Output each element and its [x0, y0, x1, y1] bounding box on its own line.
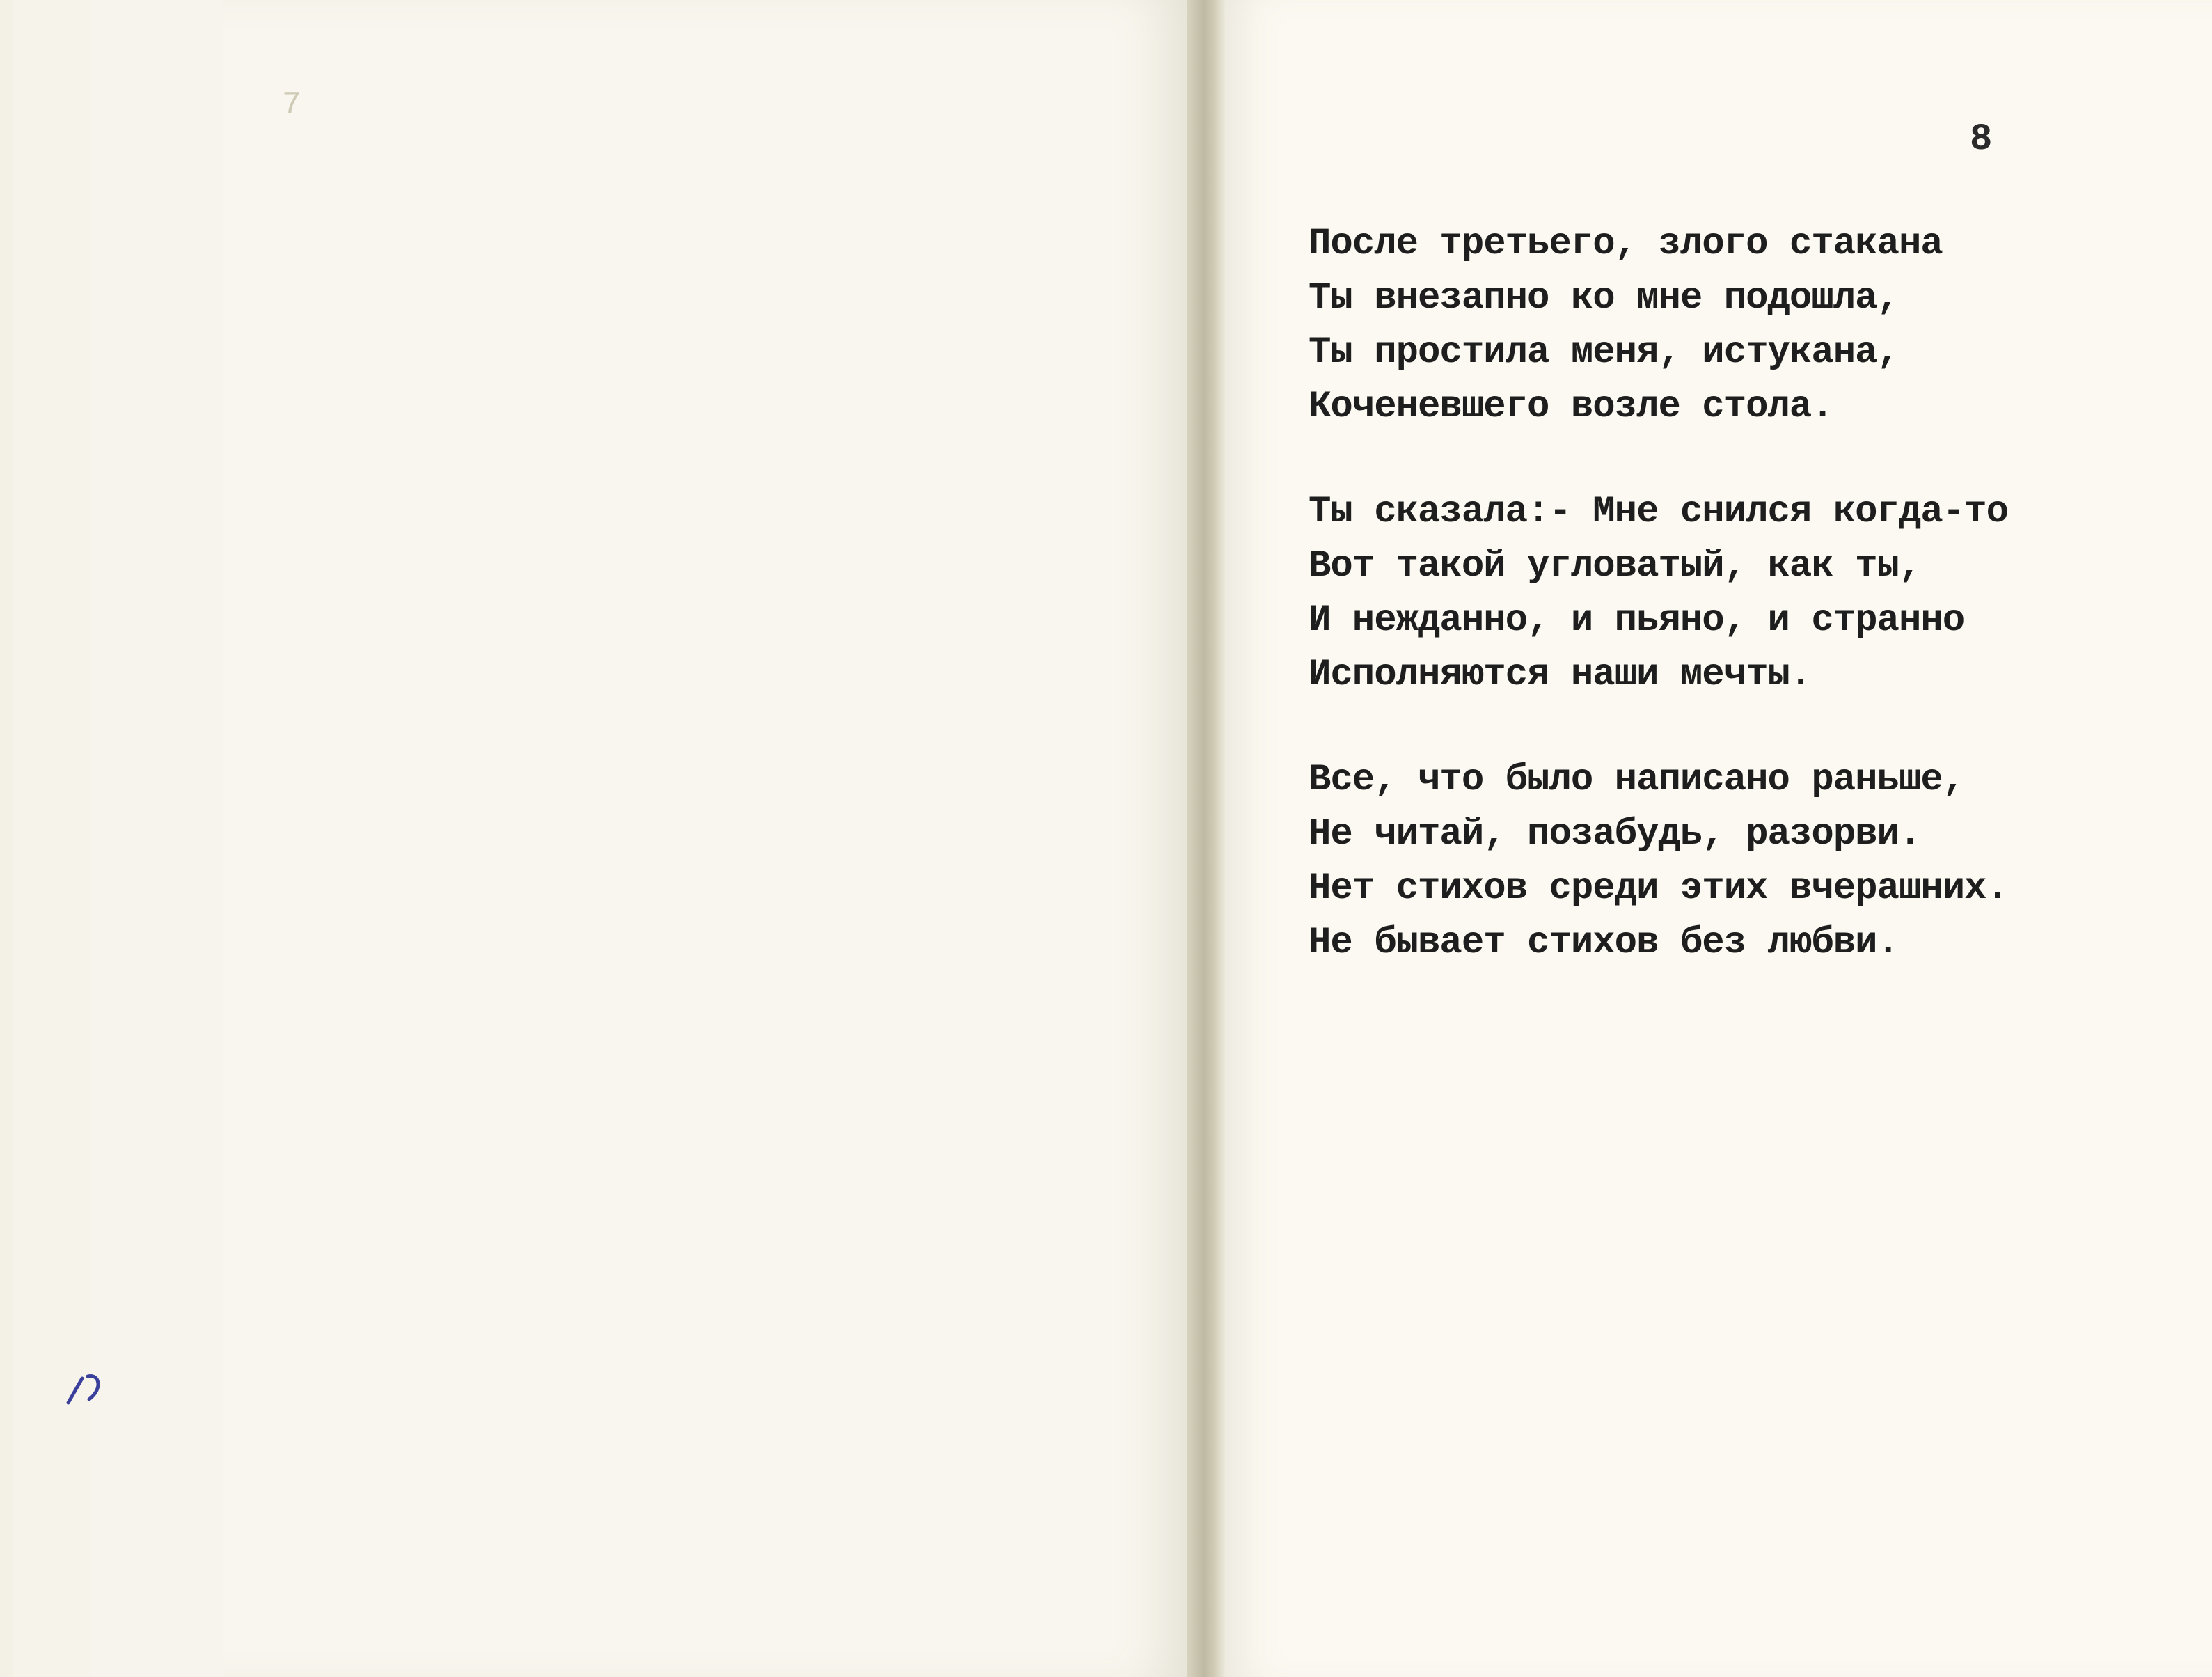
page-number-left: 7	[282, 87, 301, 123]
poem-line: Не бывает стихов без любви.	[1309, 922, 1899, 964]
poem-line: Вот такой угловатый, как ты,	[1309, 545, 1921, 588]
right-page	[1225, 0, 2212, 1677]
poem-line: Ты простила меня, истукана,	[1309, 331, 1899, 374]
bleed-through-text	[407, 174, 1159, 246]
poem-stanza	[1309, 485, 2008, 702]
poem-line: И нежданно, и пьяно, и странно	[1309, 599, 1965, 642]
poem-stanza	[1309, 753, 2008, 970]
book-gutter	[1187, 0, 1225, 1677]
left-page	[223, 0, 1187, 1677]
page-number-right: 8	[1970, 118, 1993, 161]
poem-line: Ты внезапно ко мне подошла,	[1309, 277, 1899, 320]
poem-line: После третьего, злого стакана	[1309, 223, 1943, 265]
handwritten-mark-icon	[61, 1361, 110, 1410]
binding-edge-strip	[90, 0, 225, 1677]
binding-edge-strip	[0, 0, 13, 1677]
poem	[1309, 217, 2008, 1021]
poem-line: Коченевшего возле стола.	[1309, 386, 1833, 428]
poem-line: Все, что было написано раньше,	[1309, 759, 1965, 801]
poem-stanza	[1309, 217, 2008, 434]
poem-line: Исполняются наши мечты.	[1309, 654, 1812, 696]
poem-line: Не читай, позабудь, разорви.	[1309, 813, 1921, 856]
poem-line: Нет стихов среди этих вчерашних.	[1309, 867, 2008, 910]
poem-line: Ты сказала:- Мне снился когда-то	[1309, 491, 2008, 533]
binding-edge-strip	[13, 0, 92, 1677]
